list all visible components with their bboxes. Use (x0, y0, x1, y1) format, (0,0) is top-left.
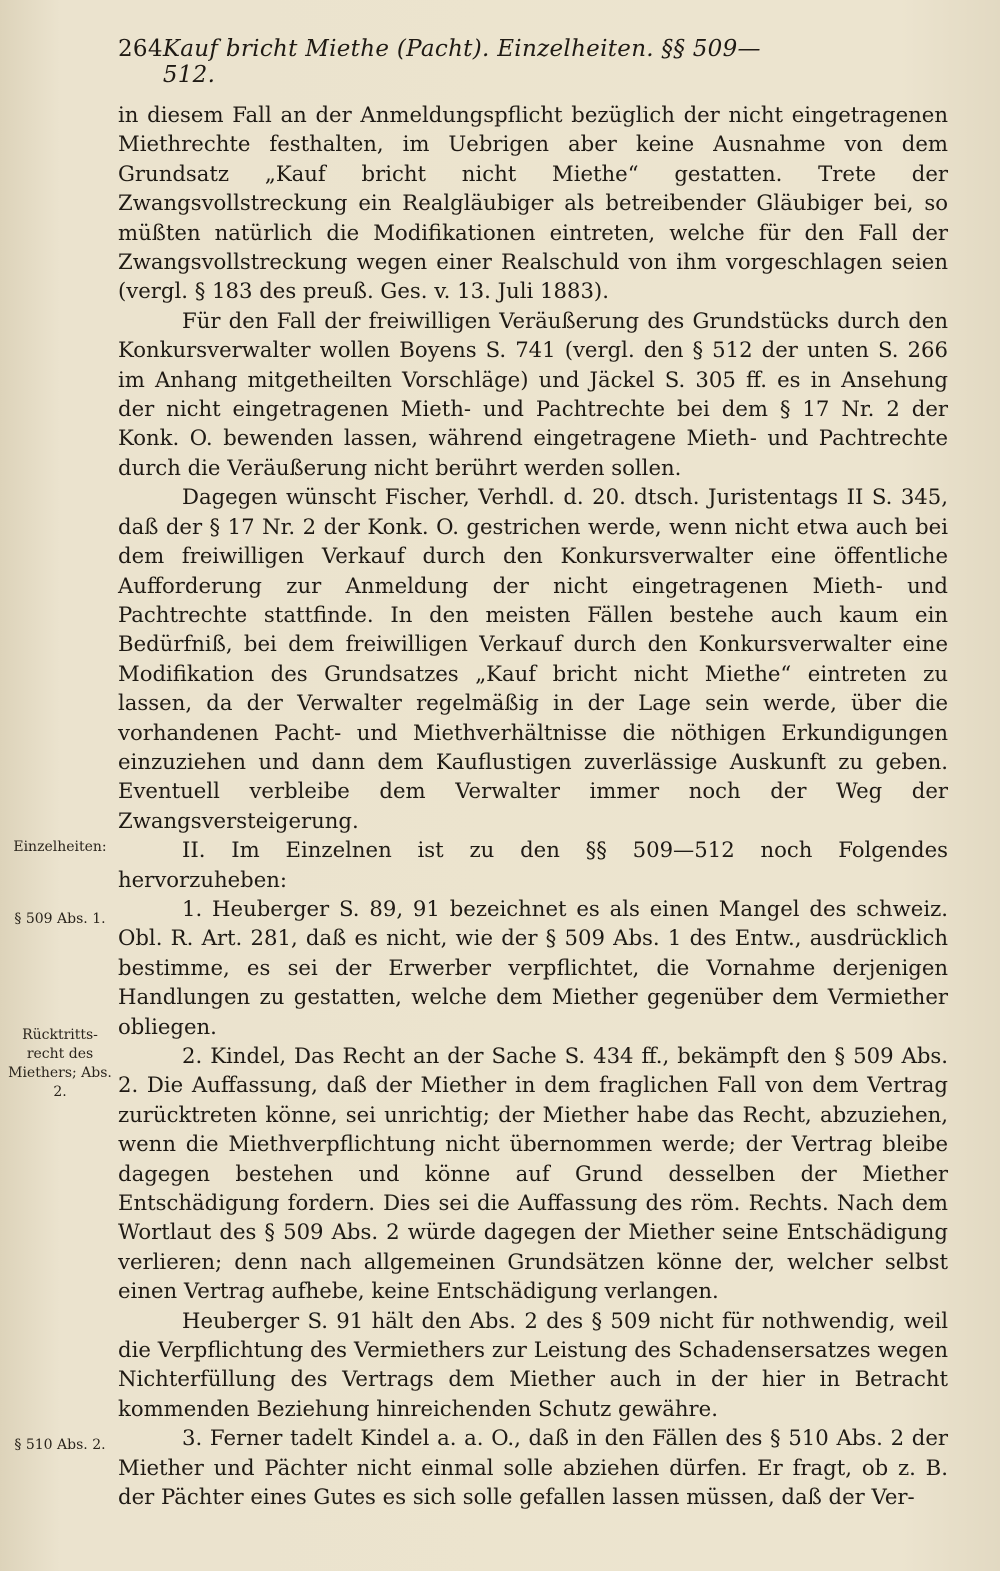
paragraph-8: 3. Ferner tadelt Kindel a. a. O., daß in den Fällen des § 510 Abs. 2 der Miether und Pächter nicht einmal solle abziehen dürfen. Er fragt, ob z. B. der Pächter eines Gutes es sich solle gefallen lassen müssen, daß der Ver- (118, 1425, 948, 1510)
paragraph-6: 2. Kindel, Das Recht an der Sache S. 434 ff., bekämpft den § 509 Abs. 2. Die Auffassung, daß der Miether in dem fraglichen Fall von dem Vertrag zurücktreten könne, sei unrichtig; der Miether habe das Recht, abzuziehen, wenn die Miethverpflichtung nicht übernommen werde; der Vertrag bleibe dagegen bestehen und könne auf Grund desselben der Miether Entschädigung fordern. Dies sei die Auffassung des röm. Rechts. Nach dem Wortlaut des § 509 Abs. 2 würde dagegen der Miether seine Entschädigung verlieren; denn nach allgemeinen Grundsätzen könne der, welcher selbst einen Vertrag aufhebe, keine Entschädigung verlangen. (118, 1043, 948, 1304)
body-text (118, 100, 948, 1512)
paragraph-5: 1. Heuberger S. 89, 91 bezeichnet es als einen Mangel des schweiz. Obl. R. Art. 281, daß es nicht, wie der § 509 Abs. 1 des Entw., ausdrücklich bestimme, es sei der Erwerber verpflichtet, die Vornahme derjenigen Handlungen zu gestatten, welche dem Miether gegenüber dem Vermiether obliegen. (118, 895, 948, 1039)
margin-note-509-abs1: § 509 Abs. 1. (14, 911, 106, 927)
paragraph-1: in diesem Fall an der Anmeldungspflicht bezüglich der nicht eingetragenen Miethrechte festhalten, im Uebrigen aber keine Ausnahme von dem Grundsatz „Kauf bricht nicht Miethe“ gestatten. Trete der Zwangsvollstreckung ein Realgläubiger als betreibender Gläubiger bei, so müßten natürlich die Modifikationen eintreten, welche für den Fall der Zwangsvollstreckung wegen einer Realschuld von ihm vorgeschlagen seien (vergl. § 183 des preuß. Ges. v. 13. Juli 1883). (118, 102, 948, 304)
margin-note-510-abs2: § 510 Abs. 2. (14, 1437, 106, 1453)
running-title: Kauf bricht Miethe (Pacht). Einzelheiten. §§ 509—512. (162, 36, 761, 88)
paragraph-4: II. Im Einzelnen ist zu den §§ 509—512 noch Folgendes hervorzuheben: (118, 837, 948, 892)
paragraph-3: Dagegen wünscht Fischer, Verhdl. d. 20. dtsch. Juristentags II S. 345, daß der § 17 Nr. 2 der Konk. O. gestrichen werde, wenn nicht etwa auch bei dem freiwilligen Verkauf durch den Konkursverwalter eine öffentliche Aufforderung zur Anmeldung der nicht eingetragenen Mieth- und Pachtrechte stattfinde. In den meisten Fällen bestehe auch kaum ein Bedürfniß, bei dem freiwilligen Verkauf durch den Konkursverwalter eine Modifikation des Grundsatzes „Kauf bricht nicht Miethe“ eintreten zu lassen, da der Verwalter regelmäßig in der Lage sein werde, über die vorhandenen Pacht- und Miethverhältnisse die nöthigen Erkundigungen einzuziehen und dann dem Kauflustigen zuverlässige Auskunft zu geben. Eventuell verbleibe dem Verwalter immer noch der Weg der Zwangsversteigerung. (118, 484, 948, 833)
margin-note-ruecktrittsrecht: Rücktritts-recht des Miethers; Abs. 2. (8, 1027, 112, 1100)
paragraph-2: Für den Fall der freiwilligen Veräußerung des Grundstücks durch den Konkursverwalter wollen Boyens S. 741 (vergl. den § 512 der unten S. 266 im Anhang mitgetheilten Vorschläge) und Jäckel S. 305 ff. es in Ansehung der nicht eingetragenen Mieth- und Pachtrechte bei dem § 17 Nr. 2 der Konk. O. bewenden lassen, während eingetragene Mieth- und Pachtrechte durch die Veräußerung nicht berührt werden sollen. (118, 307, 948, 480)
margin-note-einzelheiten: Einzelheiten: (13, 839, 107, 855)
page-number: 264 (118, 36, 163, 62)
running-header (118, 36, 808, 88)
paragraph-7: Heuberger S. 91 hält den Abs. 2 des § 509 nicht für nothwendig, weil die Verpflichtung des Vermiethers zur Leistung des Schadensersatzes wegen Nichterfüllung des Vertrags dem Miether auch in der hier in Betracht kommenden Beziehung hinreichenden Schutz gewähre. (118, 1307, 948, 1421)
